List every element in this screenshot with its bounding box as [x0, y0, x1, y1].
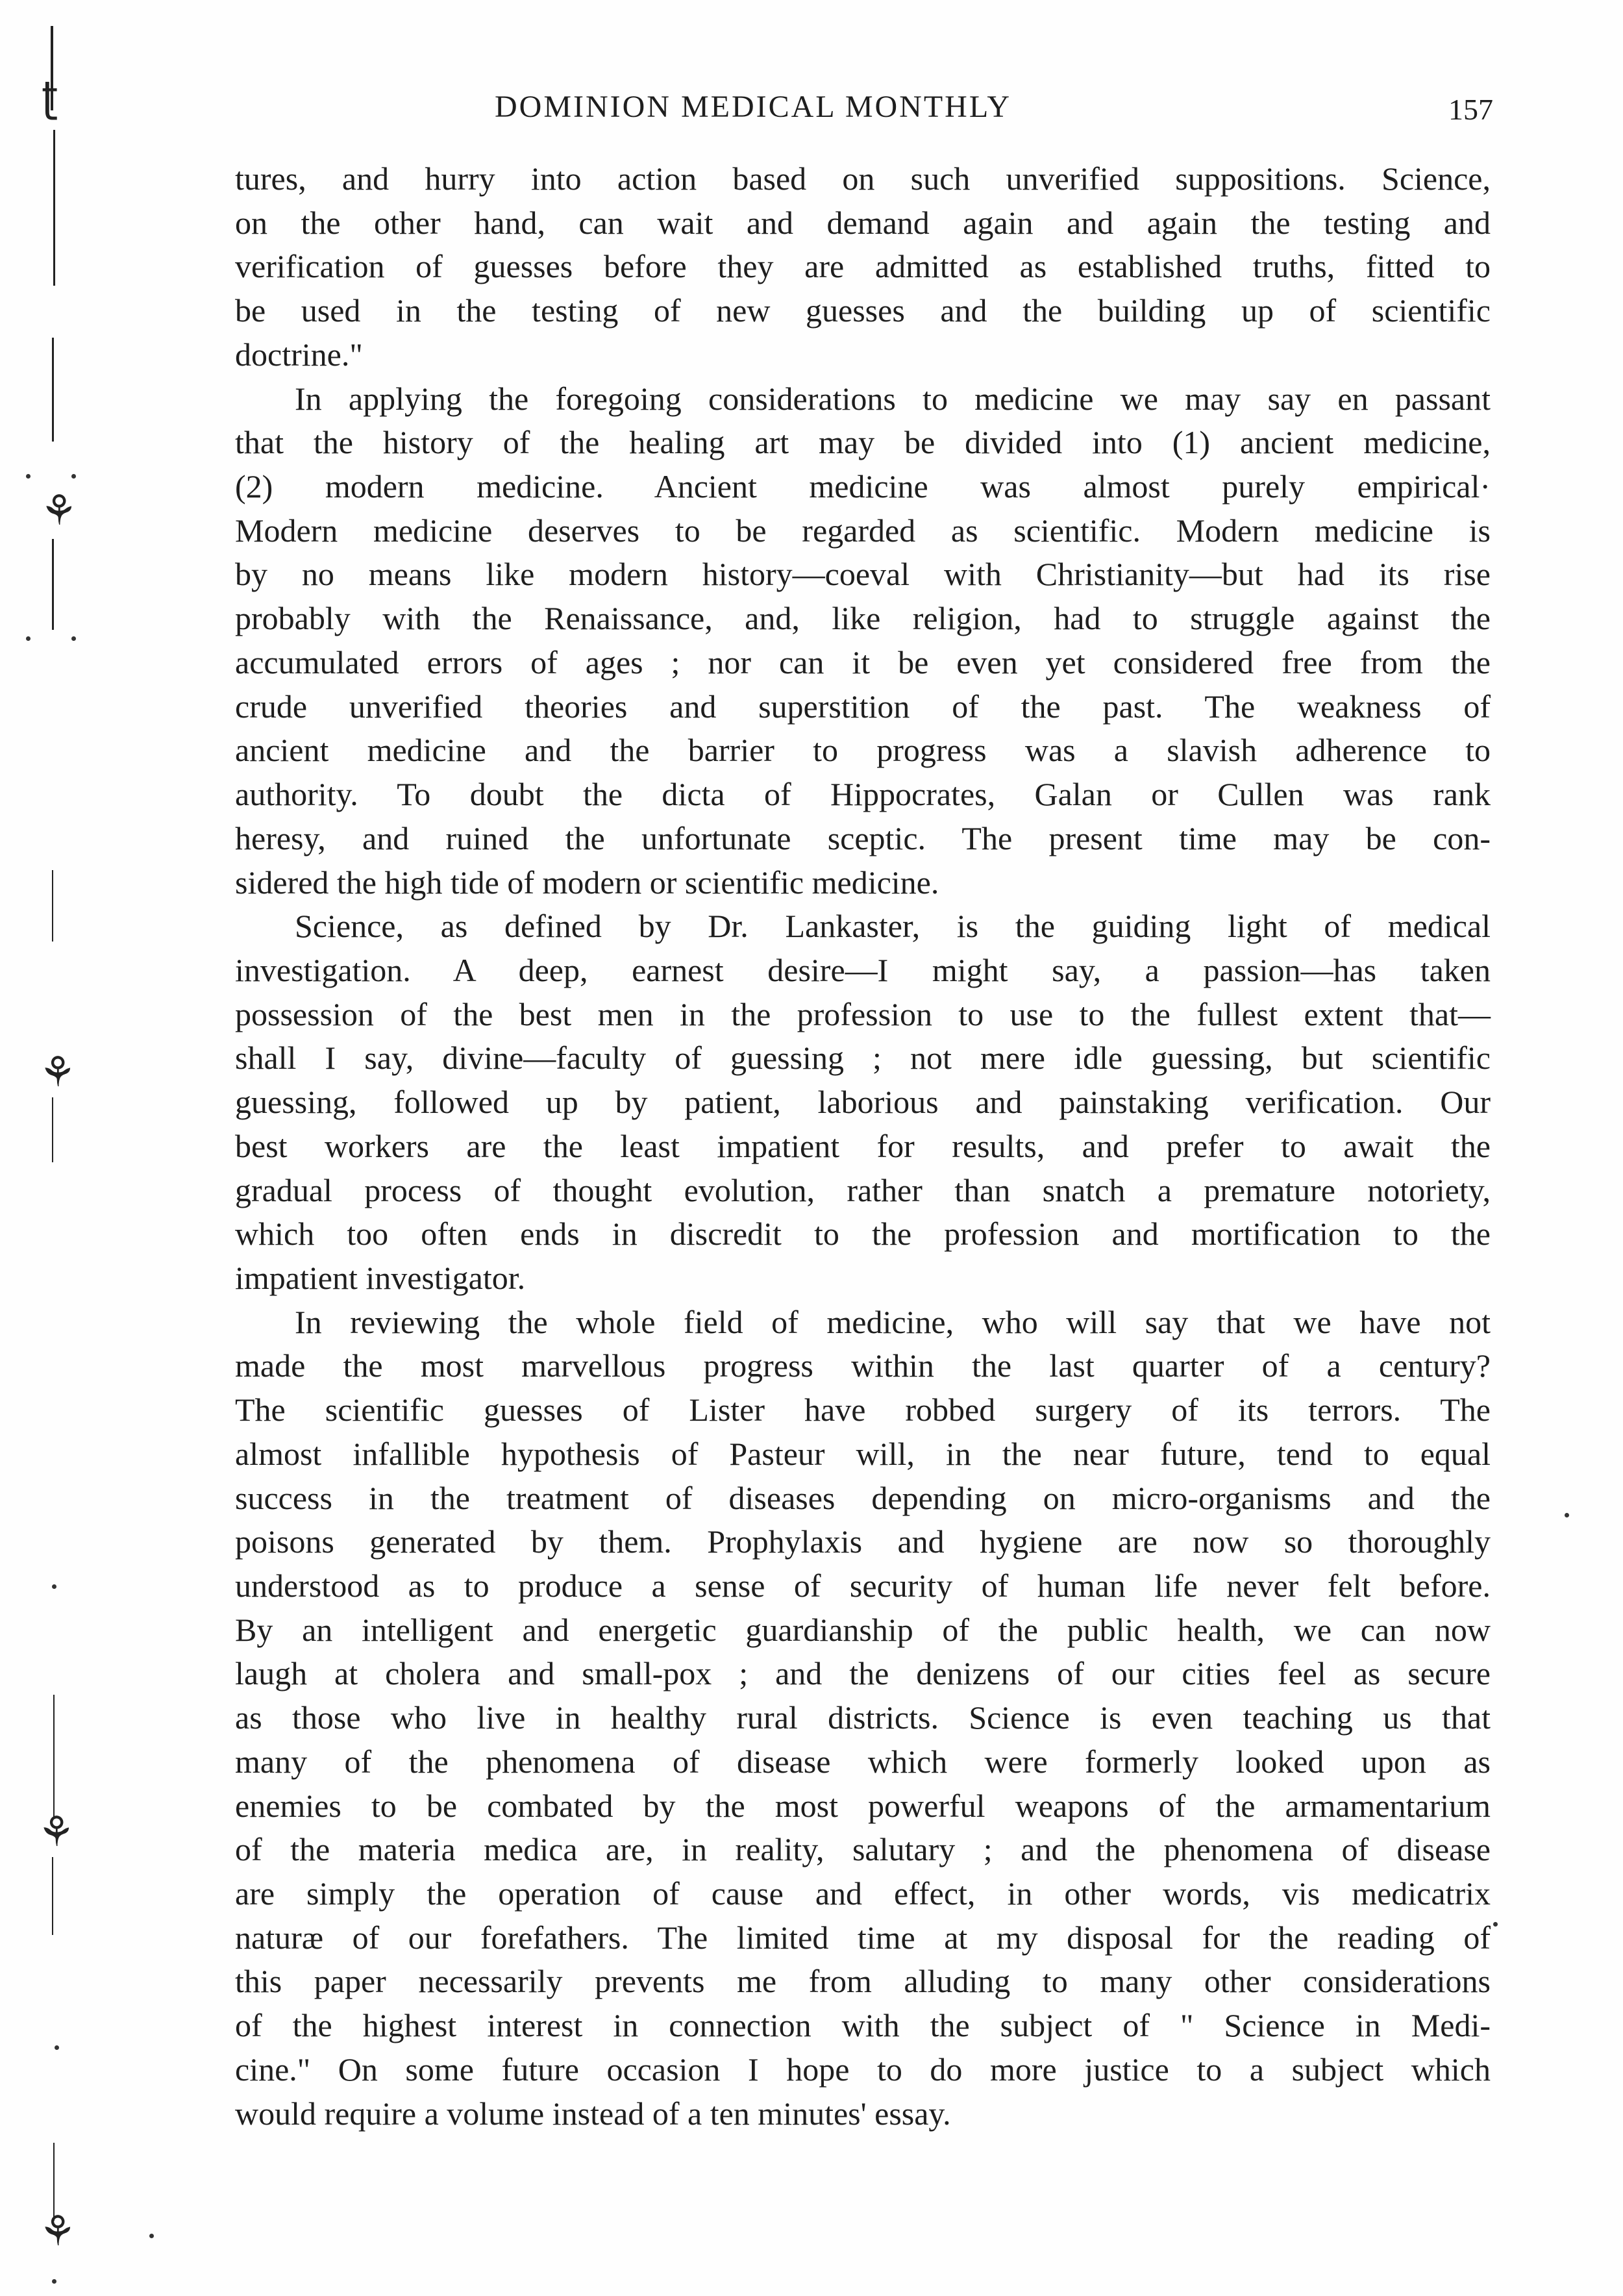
text-line: as those who live in healthy rural districts. Science is even teaching us that: [235, 1699, 1491, 1736]
text-line: laugh at cholera and small-pox ; and the denizens of our cities feel as secure: [235, 1655, 1491, 1692]
text-line: probably with the Renaissance, and, like religion, had to struggle against the: [235, 600, 1491, 637]
text-line: which too often ends in discredit to the profession and mortification to the: [235, 1216, 1491, 1253]
text-line: on the other hand, can wait and demand again and again the testing and: [235, 204, 1491, 241]
text-line: best workers are the least impatient for results, and prefer to await the: [235, 1127, 1491, 1164]
text-line: authority. To doubt the dicta of Hippocrates, Galan or Cullen was rank: [235, 776, 1491, 813]
margin-dot: [52, 1584, 56, 1589]
text-line: guessing, followed up by patient, laborious and painstaking verification. Our: [235, 1084, 1491, 1121]
text-line: The scientific guesses of Lister have robbed surgery of its terrors. The: [235, 1391, 1491, 1429]
binding-mark-icon: ⚘: [38, 1808, 75, 1856]
binding-mark-icon: ⚘: [39, 1049, 77, 1097]
text-line: enemies to be combated by the most powerful weapons of the armamentarium: [235, 1787, 1491, 1824]
text-line: of the highest interest in connection with the subject of " Science in Medi-: [235, 2007, 1491, 2044]
margin-dot: [1493, 1922, 1498, 1927]
text-line: impatient investigator.: [235, 1259, 526, 1296]
text-line: be used in the testing of new guesses and the building up of scientific: [235, 292, 1491, 329]
text-line: understood as to produce a sense of security of human life never felt before.: [235, 1567, 1491, 1604]
margin-dot: [26, 474, 31, 479]
margin-dot: [149, 2234, 154, 2238]
paragraph-first-line: In applying the foregoing considerations to medicine we may say en passant: [295, 380, 1491, 417]
binding-rule: [53, 1695, 55, 1818]
binding-rule: [52, 1857, 53, 1935]
paragraph-first-line: Science, as defined by Dr. Lankaster, is the guiding light of medical: [295, 908, 1491, 945]
text-line: (2) modern medicine. Ancient medicine was almost purely empirical·: [235, 468, 1491, 505]
text-line: this paper necessarily prevents me from alluding to many other considerations: [235, 1963, 1491, 2000]
margin-dot: [52, 2279, 56, 2284]
text-line: sidered the high tide of modern or scientific medicine.: [235, 864, 939, 901]
text-line: are simply the operation of cause and effect, in other words, vis medicatrix: [235, 1875, 1491, 1912]
running-head: [234, 84, 1493, 130]
text-line: tures, and hurry into action based on such unverified suppositions. Science,: [235, 160, 1491, 197]
margin-dot: [1565, 1513, 1569, 1517]
article-body: [235, 157, 1491, 2136]
paragraph-first-line: In reviewing the whole field of medicine, who will say that we have not: [295, 1303, 1491, 1340]
binding-rule: [52, 539, 54, 630]
text-line: shall I say, divine—faculty of guessing ; not mere idle guessing, but scientific: [235, 1040, 1491, 1077]
text-line: accumulated errors of ages ; nor can it be even yet considered free from the: [235, 643, 1491, 680]
margin-dot: [55, 2045, 59, 2050]
text-line: of the materia medica are, in reality, salutary ; and the phenomena of disease: [235, 1831, 1491, 1868]
text-line: success in the treatment of diseases depending on micro-organisms and the: [235, 1479, 1491, 1516]
text-line: that the history of the healing art may be divided into (1) ancient medicine,: [235, 424, 1491, 461]
text-line: almost infallible hypothesis of Pasteur will, in the near future, tend to equal: [235, 1435, 1491, 1472]
text-line: made the most marvellous progress within the last quarter of a century?: [235, 1347, 1491, 1384]
text-line: would require a volume instead of a ten minutes' essay.: [235, 2095, 951, 2132]
binding-mark-icon: ʈ: [42, 73, 58, 121]
text-line: heresy, and ruined the unfortunate sceptic. The present time may be con-: [235, 819, 1491, 856]
margin-dot: [71, 474, 76, 479]
margin-dot: [71, 636, 76, 641]
text-line: crude unverified theories and superstition of the past. The weakness of: [235, 688, 1491, 725]
text-line: possession of the best men in the profession to use to the fullest extent that—: [235, 995, 1491, 1032]
binding-mark-icon: ⚘: [39, 2208, 77, 2256]
binding-rule: [52, 870, 53, 942]
binding-mark-icon: ⚘: [40, 487, 78, 535]
text-line: Modern medicine deserves to be regarded as scientific. Modern medicine is: [235, 512, 1491, 549]
text-line: many of the phenomena of disease which were formerly looked upon as: [235, 1743, 1491, 1780]
page-number: 157: [1448, 93, 1493, 126]
text-line: cine." On some future occasion I hope to do more justice to a subject which: [235, 2051, 1491, 2088]
text-line: verification of guesses before they are admitted as established truths, fitted to: [235, 248, 1491, 285]
text-line: gradual process of thought evolution, rather than snatch a premature notoriety,: [235, 1171, 1491, 1208]
text-line: by no means like modern history—coeval with Christianity—but had its rise: [235, 556, 1491, 593]
text-line: By an intelligent and energetic guardianship of the public health, we can now: [235, 1611, 1491, 1648]
text-line: investigation. A deep, earnest desire—I might say, a passion—has taken: [235, 951, 1491, 988]
margin-dot: [26, 636, 31, 641]
binding-rule: [53, 130, 55, 286]
text-line: poisons generated by them. Prophylaxis and hygiene are now so thoroughly: [235, 1523, 1491, 1560]
binding-rule: [52, 338, 54, 442]
text-line: ancient medicine and the barrier to progress was a slavish adherence to: [235, 732, 1491, 769]
text-line: doctrine.": [235, 336, 363, 373]
binding-rule: [52, 1097, 53, 1162]
journal-title: DOMINION MEDICAL MONTHLY: [494, 90, 1011, 124]
text-line: naturæ of our forefathers. The limited time at my disposal for the reading of: [235, 1919, 1491, 1956]
